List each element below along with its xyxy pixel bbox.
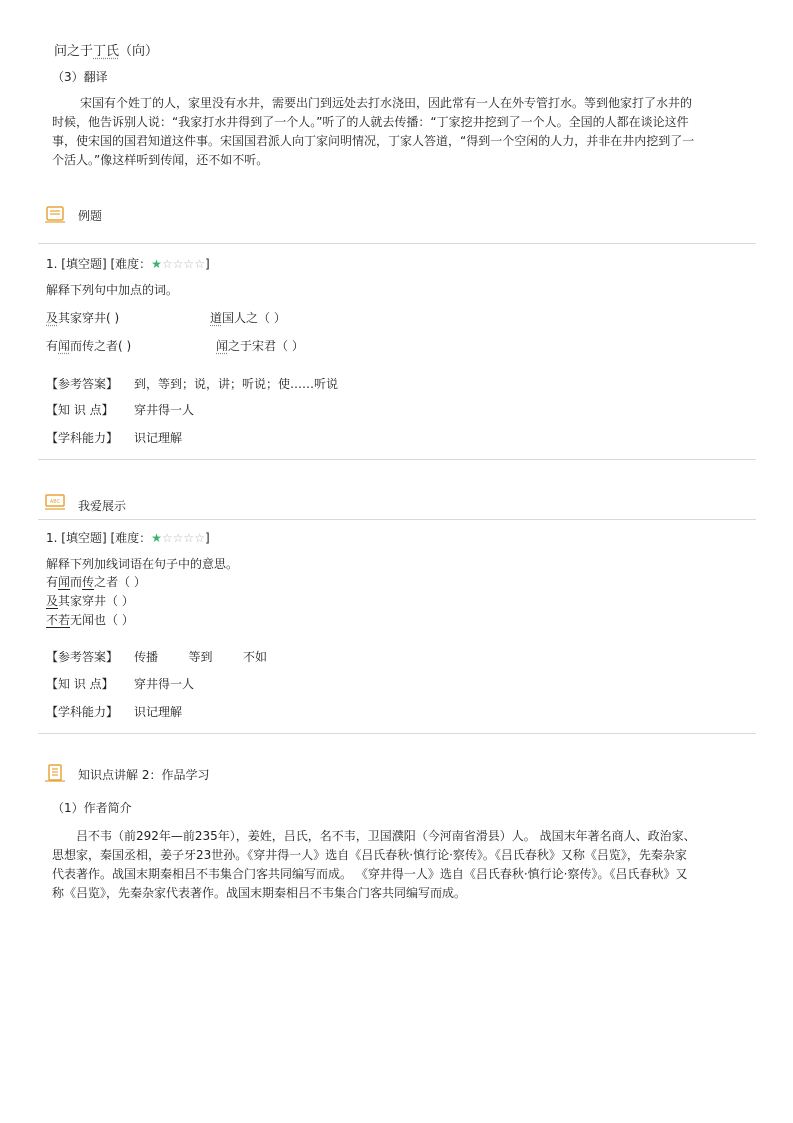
author-paragraph: 吕不韦（前292年—前235年），姜姓，吕氏，名不韦，卫国濮阳（今河南省滑县）人。 战国末年著名商人、政治家、思想家，秦国丞相，姜子牙23世孙。《穿井得一人》选自《吕氏春秋·慎行论·察传》。《吕氏春秋》又称《吕览》，先秦杂家代表著作。战国末期秦相吕不韦集合门客共同编写而成。 《穿井得一人》选自《吕氏春秋·慎行论·察传》。《吕氏春秋》又称《吕览》，先秦杂家代表著作。战国末期秦相吕不韦集合门客共同编写而成。: [52, 829, 696, 900]
divider: [38, 459, 756, 460]
divider: [38, 733, 756, 734]
question-prompt: 解释下列句中加点的词。: [46, 283, 179, 297]
knowledge-row: 【知 识 点】 穿井得一人: [46, 677, 195, 691]
ability-row: 【学科能力】 识记理解: [46, 431, 183, 445]
presentation-icon: [44, 493, 66, 511]
translate-heading: （3）翻译: [52, 70, 108, 84]
answer-text: 到，等到；说，讲；听说；使……听说: [134, 377, 339, 391]
question-header: 1. [填空题] [难度：★☆☆☆☆]: [46, 257, 210, 271]
knowledge-text: 穿井得一人: [134, 677, 195, 691]
phrase-prefix: 问之于: [54, 44, 94, 59]
section-title-example: 例题: [78, 209, 103, 223]
answer-row: 【参考答案】 到，等到；说，讲；听说；使……听说: [46, 377, 339, 391]
fill-item: 闻之于宋君（ ）: [216, 339, 304, 353]
question-header: 1. [填空题] [难度：★☆☆☆☆]: [46, 531, 210, 545]
star-empty-icon: ☆: [161, 531, 173, 545]
knowledge-text: 穿井得一人: [134, 403, 195, 417]
section-title-show: 我爱展示: [78, 499, 127, 513]
star-filled-icon: ★: [151, 531, 162, 545]
star-empty-icon: ☆: [172, 257, 184, 271]
star-empty-icon: ☆: [161, 257, 173, 271]
sub-heading: （1）作者简介: [52, 801, 132, 815]
star-empty-icon: ☆: [172, 531, 184, 545]
divider: [38, 519, 756, 520]
knowledge-row: 【知 识 点】 穿井得一人: [46, 403, 195, 417]
fill-item: 及其家穿井( ): [46, 311, 120, 325]
answer-row: 【参考答案】 传播 等到 不如: [46, 650, 268, 664]
fill-item: 有闻而传之者( ): [46, 339, 132, 353]
ability-row: 【学科能力】 识记理解: [46, 705, 183, 719]
book-icon: [44, 205, 66, 223]
star-empty-icon: ☆: [194, 257, 205, 271]
star-empty-icon: ☆: [183, 257, 195, 271]
translation-paragraph: 宋国有个姓丁的人，家里没有水井，需要出门到远处去打水浇田，因此常有一人在外专管打水。等到他家打了水井的时候，他告诉别人说：“我家打水井得到了一个人。”听了的人就去传播：“丁家挖井挖到了一个人。全国的人都在谈论这件事，使宋国的国君知道这件事。宋国国君派人向丁家问明情况，丁家人答道，“得到一个空闲的人力，并非在井内挖到了一个活人。”像这样听到传闻，还不如不听。: [52, 96, 695, 167]
divider: [38, 243, 756, 244]
fill-line: 及其家穿井（ ）: [46, 594, 134, 608]
answer-text: 传播 等到 不如: [134, 650, 268, 664]
ability-text: 识记理解: [134, 705, 183, 719]
ability-text: 识记理解: [134, 431, 183, 445]
star-filled-icon: ★: [151, 257, 162, 271]
svg-text:ABC: ABC: [49, 499, 61, 505]
phrase-suffix: （向）: [119, 44, 159, 59]
star-empty-icon: ☆: [183, 531, 195, 545]
section-title-knowledge: 知识点讲解 2：作品学习: [78, 768, 210, 782]
fill-line: 有闻而传之者（ ）: [46, 575, 146, 589]
star-empty-icon: ☆: [194, 531, 205, 545]
phrase-line: [54, 40, 158, 59]
question-prompt: 解释下列加线词语在句子中的意思。: [46, 557, 239, 571]
fill-line: 不若无闻也（ ）: [46, 613, 134, 627]
document-icon: [44, 764, 66, 782]
phrase-marked: 丁氏: [93, 44, 120, 59]
fill-item: 道国人之（ ）: [210, 311, 286, 325]
